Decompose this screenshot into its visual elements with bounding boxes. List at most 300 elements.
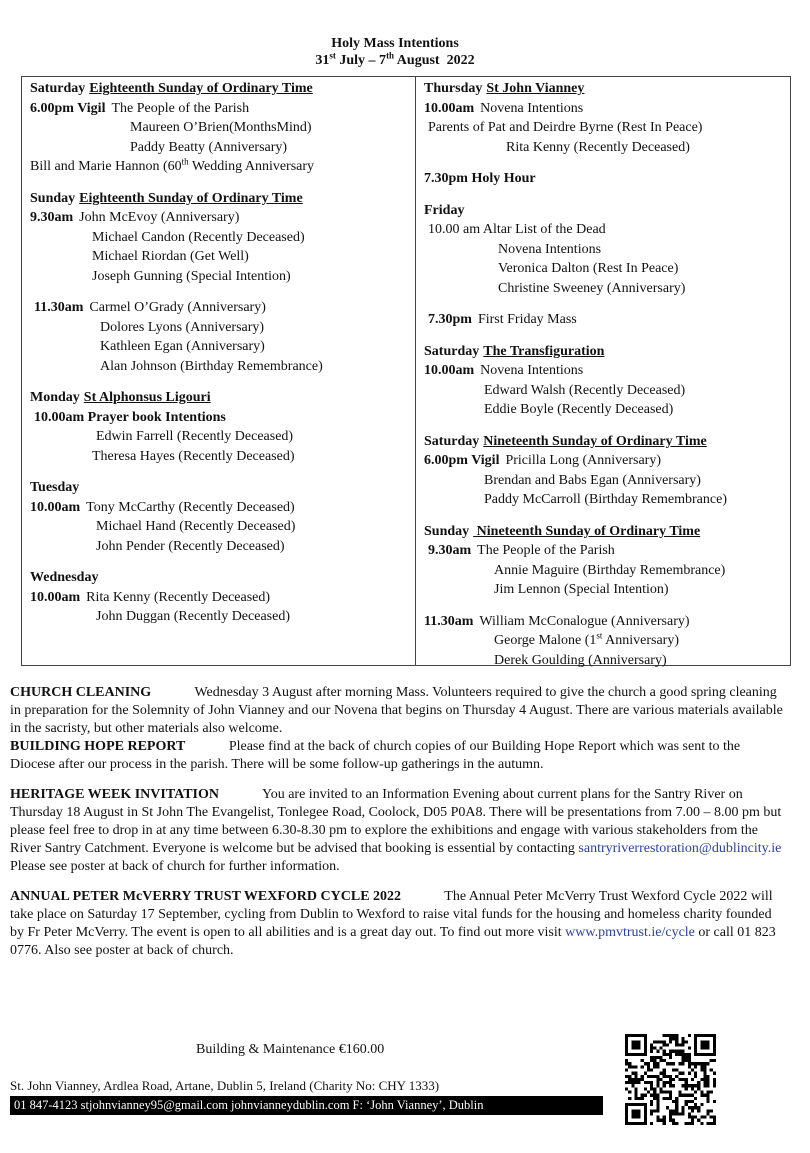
- qr-module: [656, 1116, 659, 1119]
- qr-module: [691, 1122, 694, 1125]
- schedule-block: [30, 189, 411, 287]
- qr-module: [707, 1081, 710, 1084]
- intention-line: [30, 588, 411, 608]
- qr-module: [691, 1078, 694, 1081]
- qr-module: [672, 1100, 675, 1103]
- intention-text: John Pender (Recently Deceased): [96, 538, 285, 554]
- qr-module: [681, 1062, 684, 1065]
- qr-module: [650, 1087, 653, 1090]
- qr-module: [700, 1116, 703, 1119]
- qr-module: [663, 1053, 666, 1056]
- qr-module: [669, 1078, 672, 1081]
- qr-module: [697, 1119, 700, 1122]
- qr-module: [663, 1075, 666, 1078]
- heritage-week-title: HERITAGE WEEK INVITATION: [10, 787, 220, 802]
- qr-module: [694, 1106, 697, 1109]
- qr-module: [660, 1072, 663, 1075]
- qr-module: [697, 1109, 700, 1112]
- qr-module: [707, 1084, 710, 1087]
- qr-module: [688, 1112, 691, 1115]
- qr-module: [669, 1119, 672, 1122]
- qr-module: [650, 1043, 653, 1046]
- intention-line: [424, 118, 788, 138]
- qr-module: [681, 1112, 684, 1115]
- qr-module: [663, 1081, 666, 1084]
- qr-module: [669, 1040, 672, 1043]
- qr-module: [650, 1094, 653, 1097]
- qr-module: [669, 1109, 672, 1112]
- intention-line: [30, 138, 411, 158]
- qr-module: [703, 1116, 706, 1119]
- qr-module: [675, 1109, 678, 1112]
- qr-module: [660, 1078, 663, 1081]
- day-name: Saturday: [424, 343, 480, 359]
- qr-module: [663, 1059, 666, 1062]
- qr-module: [713, 1119, 716, 1122]
- qr-module: [713, 1078, 716, 1081]
- qr-module: [656, 1062, 659, 1065]
- day-heading: [424, 342, 788, 362]
- qr-module: [653, 1059, 656, 1062]
- day-name: Sunday: [424, 523, 470, 539]
- qr-module: [660, 1059, 663, 1062]
- intention-text: Tony McCarthy (Recently Deceased): [86, 499, 295, 515]
- qr-module: [675, 1106, 678, 1109]
- qr-code[interactable]: [625, 1034, 716, 1125]
- qr-module: [644, 1072, 647, 1075]
- intention-text: William McConalogue (Anniversary): [479, 613, 690, 629]
- heritage-week-body-end: Please see poster at back of church for further information.: [10, 859, 340, 874]
- qr-module: [685, 1103, 688, 1106]
- intention-line: [424, 612, 788, 632]
- intention-line: [424, 400, 788, 420]
- qr-module: [634, 1097, 637, 1100]
- qr-module: [694, 1090, 697, 1093]
- mass-time: 9.30am: [30, 210, 74, 225]
- cycle-link[interactable]: www.pmvtrust.ie/cycle: [565, 925, 695, 940]
- mass-time: 6.00pm Vigil: [30, 100, 106, 116]
- day-name: Sunday: [30, 190, 76, 206]
- qr-module: [691, 1116, 694, 1119]
- qr-module: [700, 1065, 703, 1068]
- schedule-block: [424, 310, 788, 330]
- day-name: Tuesday: [30, 480, 80, 495]
- qr-module: [647, 1062, 650, 1065]
- qr-module: [628, 1097, 631, 1100]
- intention-line: [424, 631, 788, 651]
- qr-module: [641, 1094, 644, 1097]
- qr-module: [644, 1062, 647, 1065]
- intention-line: [30, 607, 411, 627]
- qr-module: [703, 1062, 706, 1065]
- qr-module: [678, 1072, 681, 1075]
- footer-address: St. John Vianney, Ardlea Road, Artane, Dublin 5, Ireland (Charity No: CHY 1333): [10, 1078, 440, 1093]
- qr-module: [672, 1078, 675, 1081]
- qr-module: [681, 1040, 684, 1043]
- qr-module: [697, 1084, 700, 1087]
- qr-module: [710, 1059, 713, 1062]
- qr-module: [656, 1075, 659, 1078]
- qr-module: [656, 1100, 659, 1103]
- qr-module: [672, 1119, 675, 1122]
- intention-line: [424, 279, 788, 299]
- qr-module: [681, 1109, 684, 1112]
- church-cleaning-body: Wednesday 3 August after morning Mass. Volunteers required to give the church a good spring cleaning in preparation for the Solemnity of John Vianney and our Novena that begins on Thursday 4 August. There are various materials available in the sacristy, but other materials also welcome.: [10, 685, 783, 736]
- cycle-body: The Annual Peter McVerry Trust Wexford Cycle 2022 will take place on Saturday 17 September, cycling from Dublin to Wexford to raise vital funds for the housing and homeless charity founded by Fr Peter McVerry. The event is open to all abilities and is a great day out. To find out more visit: [10, 889, 773, 940]
- qr-module: [710, 1116, 713, 1119]
- qr-module: [625, 1069, 628, 1072]
- qr-module: [669, 1084, 672, 1087]
- feast-name: St Alphonsus Ligouri: [83, 390, 211, 405]
- qr-module: [653, 1087, 656, 1090]
- intention-line: [30, 408, 411, 428]
- email-link[interactable]: santryriverrestoration@dublincity.ie: [578, 841, 782, 856]
- qr-module: [691, 1100, 694, 1103]
- qr-module: [650, 1075, 653, 1078]
- qr-module: [694, 1116, 697, 1119]
- day-name: Monday: [30, 390, 80, 405]
- qr-module: [688, 1053, 691, 1056]
- qr-module: [656, 1103, 659, 1106]
- qr-module: [660, 1087, 663, 1090]
- qr-module: [688, 1065, 691, 1068]
- intention-text: Veronica Dalton (Rest In Peace): [498, 261, 679, 276]
- day-name: Saturday: [30, 81, 86, 96]
- qr-module: [691, 1062, 694, 1065]
- qr-module: [663, 1043, 666, 1046]
- day-name: Wednesday: [30, 570, 99, 585]
- day-name: Friday: [424, 202, 465, 218]
- intention-line: [30, 537, 411, 557]
- intention-text: Michael Hand (Recently Deceased): [96, 519, 296, 534]
- qr-module: [631, 1065, 634, 1068]
- qr-module: [656, 1097, 659, 1100]
- day-heading: [424, 522, 788, 542]
- intention-line: [30, 208, 411, 228]
- intention-text: Annie Maguire (Birthday Remembrance): [494, 562, 726, 578]
- qr-module: [669, 1116, 672, 1119]
- qr-module: [634, 1094, 637, 1097]
- intention-text: Paddy McCarroll (Birthday Remembrance): [484, 492, 727, 507]
- day-heading: [424, 201, 788, 221]
- qr-module: [660, 1047, 663, 1050]
- qr-module: [694, 1097, 697, 1100]
- qr-module: [663, 1122, 666, 1125]
- intention-line: [30, 498, 411, 518]
- qr-module: [703, 1069, 706, 1072]
- qr-module: [678, 1094, 681, 1097]
- intention-text: 10.00 am Altar List of the Dead: [428, 222, 606, 237]
- qr-module: [656, 1094, 659, 1097]
- qr-module: [685, 1078, 688, 1081]
- intention-text: Michael Riordan (Get Well): [92, 249, 249, 264]
- intention-text: Rita Kenny (Recently Deceased): [506, 139, 690, 155]
- qr-module: [669, 1075, 672, 1078]
- mass-time: 10.00am: [30, 589, 81, 605]
- qr-module: [672, 1112, 675, 1115]
- intention-line: [30, 517, 411, 537]
- qr-module: [666, 1090, 669, 1093]
- intention-text: George Malone (1st Anniversary): [494, 630, 679, 648]
- qr-module: [700, 1103, 703, 1106]
- schedule-block: [424, 169, 788, 189]
- qr-module: [685, 1056, 688, 1059]
- qr-module: [688, 1094, 691, 1097]
- qr-module: [631, 1072, 634, 1075]
- qr-module: [638, 1081, 641, 1084]
- qr-module: [634, 1078, 637, 1081]
- qr-module: [672, 1050, 675, 1053]
- qr-module: [647, 1075, 650, 1078]
- qr-module: [666, 1106, 669, 1109]
- intention-line: [30, 157, 411, 177]
- qr-module: [650, 1112, 653, 1115]
- qr-module: [713, 1116, 716, 1119]
- mass-time: 11.30am: [424, 613, 474, 629]
- intention-text: First Friday Mass: [477, 312, 577, 327]
- day-name: Saturday: [424, 433, 480, 449]
- intention-text: Novena Intentions: [480, 100, 584, 116]
- intention-text: Christine Sweeney (Anniversary): [498, 280, 686, 296]
- qr-module: [703, 1065, 706, 1068]
- qr-module: [666, 1081, 669, 1084]
- qr-module: [713, 1084, 716, 1087]
- schedule-block: [424, 612, 788, 671]
- page-title: Holy Mass Intentions: [331, 36, 459, 51]
- qr-module: [685, 1100, 688, 1103]
- intention-line: [30, 298, 411, 318]
- qr-module: [663, 1072, 666, 1075]
- qr-module: [656, 1065, 659, 1068]
- page-header: [0, 35, 790, 69]
- qr-module: [694, 1075, 697, 1078]
- qr-module: [710, 1122, 713, 1125]
- intention-line: [30, 99, 411, 119]
- intention-line: [424, 361, 788, 381]
- qr-module: [641, 1075, 644, 1078]
- qr-module: [691, 1109, 694, 1112]
- building-hope-body: Please find at the back of church copies of our Building Hope Report which was sent to the Diocese after our process in the parish. There will be some follow-up gatherings in the autumn.: [10, 739, 741, 772]
- qr-module: [678, 1043, 681, 1046]
- qr-module: [631, 1081, 634, 1084]
- intention-line: [424, 541, 788, 561]
- intention-line: [424, 169, 788, 189]
- schedule-block: [424, 522, 788, 600]
- mass-time: 10.00am: [424, 363, 475, 378]
- church-cleaning-title: CHURCH CLEANING: [10, 685, 152, 700]
- feast-name: The Transfiguration: [483, 343, 605, 359]
- qr-module: [691, 1069, 694, 1072]
- qr-module: [672, 1122, 675, 1125]
- day-heading: [30, 388, 411, 408]
- intention-line: [424, 99, 788, 119]
- qr-module: [703, 1084, 706, 1087]
- qr-module: [634, 1072, 637, 1075]
- qr-module: [663, 1034, 666, 1037]
- cycle-notice: [10, 888, 785, 960]
- qr-module: [694, 1062, 697, 1065]
- qr-module: [625, 1075, 628, 1078]
- qr-module: [691, 1119, 694, 1122]
- qr-module: [669, 1034, 672, 1037]
- qr-module: [628, 1090, 631, 1093]
- qr-module: [707, 1112, 710, 1115]
- qr-module: [675, 1097, 678, 1100]
- qr-module: [628, 1078, 631, 1081]
- day-heading: [30, 189, 411, 209]
- cycle-title: ANNUAL PETER McVERRY TRUST WEXFORD CYCLE 2022: [10, 889, 402, 904]
- intention-text: Derek Goulding (Anniversary): [494, 652, 667, 668]
- qr-module: [660, 1040, 663, 1043]
- mass-time: 7.30pm Holy Hour: [424, 171, 536, 186]
- qr-module: [625, 1062, 628, 1065]
- qr-module: [685, 1094, 688, 1097]
- qr-module: [669, 1081, 672, 1084]
- intention-text: Carmel O’Grady (Anniversary): [89, 300, 266, 315]
- qr-module: [666, 1062, 669, 1065]
- qr-module: [675, 1112, 678, 1115]
- qr-module: [656, 1050, 659, 1053]
- intention-text: Pricilla Long (Anniversary): [505, 453, 661, 468]
- qr-module: [669, 1062, 672, 1065]
- qr-module: [650, 1059, 653, 1062]
- qr-module: [666, 1034, 669, 1037]
- qr-module: [710, 1090, 713, 1093]
- intention-line: [30, 318, 411, 338]
- schedule-block: [424, 79, 788, 157]
- intention-text: Kathleen Egan (Anniversary): [100, 339, 265, 354]
- qr-module: [644, 1094, 647, 1097]
- qr-module: [647, 1069, 650, 1072]
- intention-line: [424, 310, 788, 330]
- qr-module: [713, 1081, 716, 1084]
- intention-line: [30, 118, 411, 138]
- qr-module: [697, 1087, 700, 1090]
- qr-module: [666, 1097, 669, 1100]
- qr-module: [653, 1065, 656, 1068]
- qr-module: [688, 1062, 691, 1065]
- qr-module: [707, 1078, 710, 1081]
- intention-text: Maureen O’Brien(MonthsMind): [130, 120, 312, 135]
- intention-line: [30, 267, 411, 287]
- heritage-week-notice: [10, 786, 785, 876]
- qr-module: [688, 1116, 691, 1119]
- mass-time: 9.30am: [428, 543, 472, 558]
- qr-module: [663, 1116, 666, 1119]
- qr-module: [681, 1072, 684, 1075]
- intention-line: [30, 337, 411, 357]
- qr-module: [672, 1062, 675, 1065]
- qr-module: [625, 1081, 628, 1084]
- qr-module: [625, 1087, 628, 1090]
- intention-text: Alan Johnson (Birthday Remembrance): [100, 358, 323, 374]
- intention-line: [424, 451, 788, 471]
- qr-module: [707, 1097, 710, 1100]
- intention-line: [424, 138, 788, 158]
- qr-module: [650, 1103, 653, 1106]
- intention-text: Parents of Pat and Deirdre Byrne (Rest In Peace): [428, 120, 703, 135]
- qr-module: [681, 1043, 684, 1046]
- qr-module: [697, 1106, 700, 1109]
- qr-module: [641, 1059, 644, 1062]
- day-name: Thursday: [424, 81, 483, 96]
- qr-module: [663, 1090, 666, 1093]
- qr-module: [707, 1062, 710, 1065]
- qr-module: [700, 1062, 703, 1065]
- feast-name: Eighteenth Sunday of Ordinary Time: [79, 190, 303, 206]
- schedule-block: [424, 342, 788, 420]
- qr-module: [713, 1059, 716, 1062]
- intention-line: [424, 220, 788, 240]
- qr-module: [650, 1056, 653, 1059]
- qr-module: [703, 1078, 706, 1081]
- intention-text: Eddie Boyle (Recently Deceased): [484, 402, 674, 417]
- intention-text: The People of the Parish: [111, 100, 250, 116]
- qr-module: [660, 1056, 663, 1059]
- maintenance-collection: Building & Maintenance €160.00: [196, 1042, 385, 1057]
- qr-module: [707, 1094, 710, 1097]
- intention-line: [424, 240, 788, 260]
- qr-module: [713, 1100, 716, 1103]
- qr-module: [700, 1090, 703, 1093]
- qr-module: [681, 1084, 684, 1087]
- qr-module: [672, 1037, 675, 1040]
- mass-time: 10.00am: [30, 499, 81, 515]
- qr-module: [710, 1069, 713, 1072]
- qr-module: [656, 1056, 659, 1059]
- qr-module: [681, 1056, 684, 1059]
- qr-module: [625, 1059, 628, 1062]
- qr-module: [663, 1050, 666, 1053]
- qr-module: [685, 1040, 688, 1043]
- qr-module: [688, 1100, 691, 1103]
- qr-module: [644, 1087, 647, 1090]
- qr-module: [703, 1081, 706, 1084]
- intention-text: The People of the Parish: [477, 543, 615, 558]
- announcements: [10, 684, 785, 972]
- qr-module: [688, 1056, 691, 1059]
- qr-module: [628, 1081, 631, 1084]
- building-hope-title: BUILDING HOPE REPORT: [10, 739, 186, 754]
- qr-module: [666, 1043, 669, 1046]
- intention-line: [30, 247, 411, 267]
- qr-module: [638, 1078, 641, 1081]
- qr-module: [663, 1119, 666, 1122]
- qr-module: [650, 1069, 653, 1072]
- qr-module: [685, 1053, 688, 1056]
- qr-module: [675, 1069, 678, 1072]
- qr-module: [675, 1043, 678, 1046]
- qr-module: [681, 1037, 684, 1040]
- qr-module: [675, 1103, 678, 1106]
- intention-text: Michael Candon (Recently Deceased): [92, 229, 305, 245]
- day-heading: [30, 478, 411, 498]
- qr-module: [663, 1097, 666, 1100]
- intention-text: Edward Walsh (Recently Deceased): [484, 382, 686, 398]
- feast-name: Nineteenth Sunday of Ordinary Time: [483, 433, 707, 449]
- qr-module: [675, 1040, 678, 1043]
- schedule-block: [30, 568, 411, 627]
- qr-module: [634, 1087, 637, 1090]
- qr-module: [707, 1100, 710, 1103]
- qr-module: [681, 1106, 684, 1109]
- heritage-week-body: You are invited to an Information Evening about current plans for the Santry River on Thursday 18 August in St John The Evangelist, Tonlegee Road, Coolock, D05 P0A8. There will be presentations from 7.00 – 8.00 pm but please feel free to drop in at any time between 6.30-8.30 pm to explore the exhibitions and engage with various stakeholders from the River Santry Catchment. Everyone is welcome but be advised that booking is essential by contacting: [10, 787, 782, 856]
- intention-line: [30, 427, 411, 447]
- feast-name: St John Vianney: [486, 81, 585, 96]
- qr-module: [694, 1084, 697, 1087]
- qr-module: [688, 1059, 691, 1062]
- qr-module: [663, 1040, 666, 1043]
